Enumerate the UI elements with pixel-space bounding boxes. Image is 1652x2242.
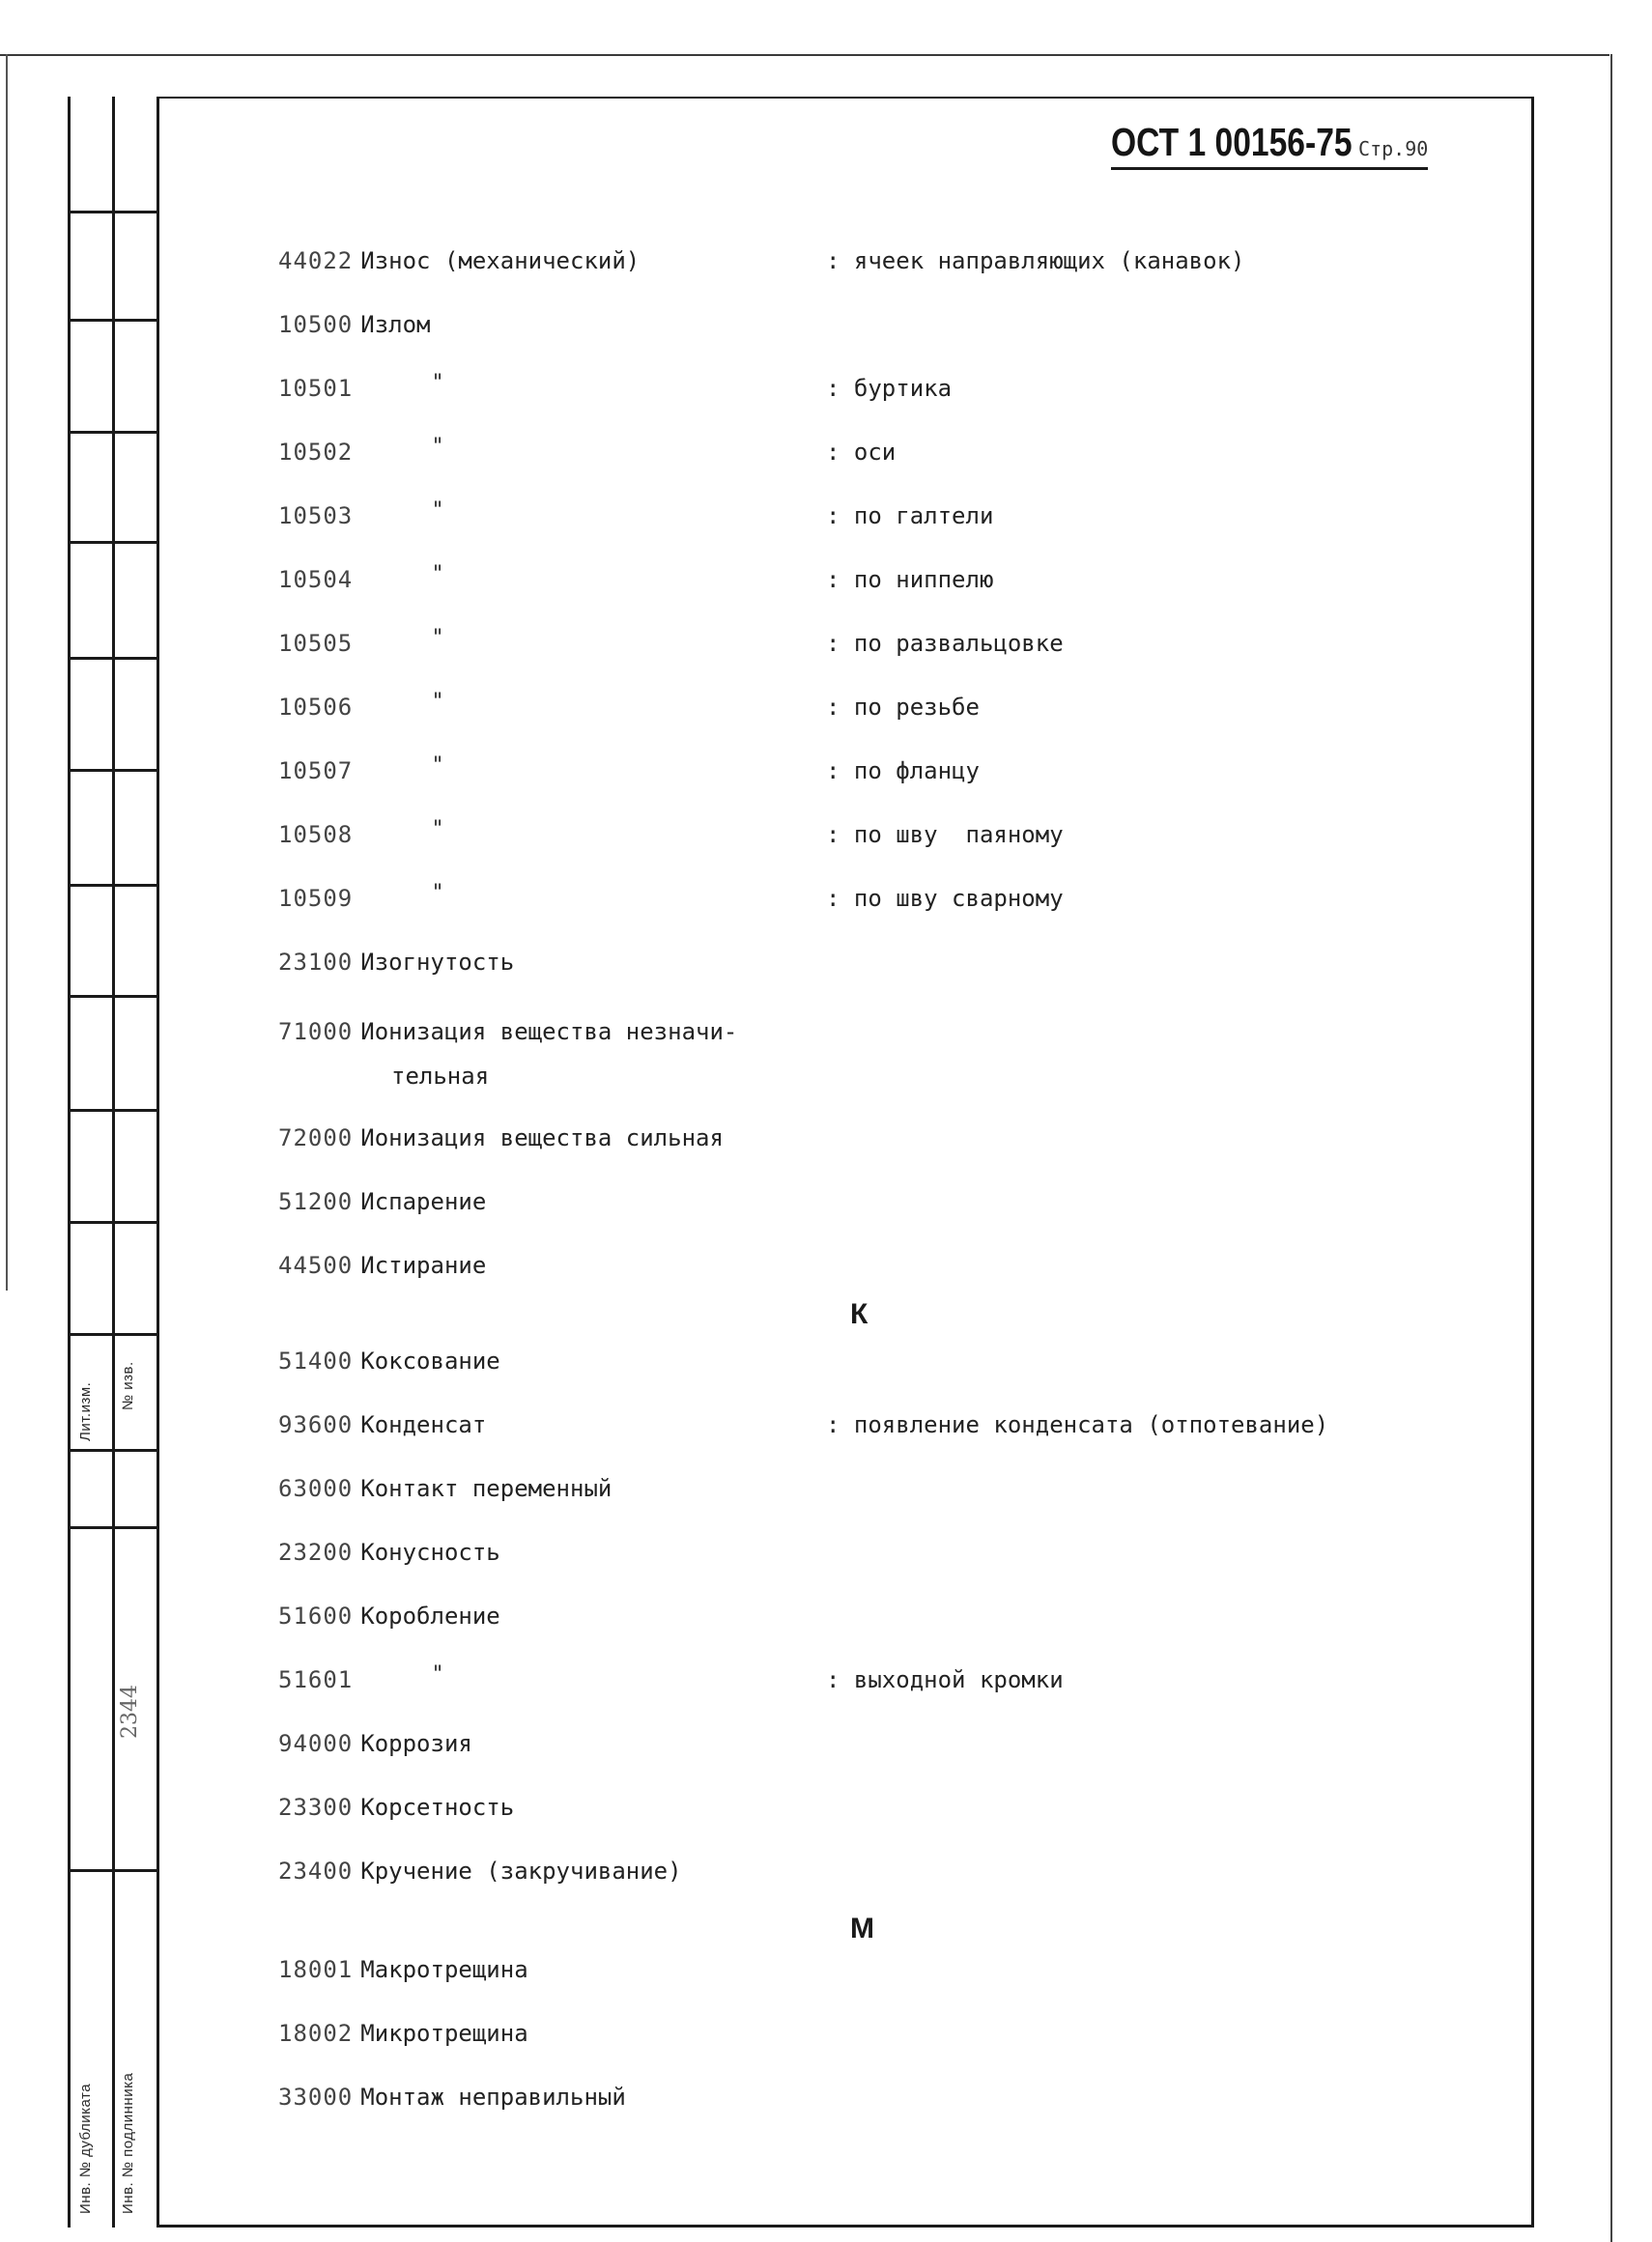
entry-term: Микротрещина <box>360 2020 528 2047</box>
list-item <box>278 626 443 657</box>
entry-code: 23200 <box>278 1539 354 1566</box>
list-item <box>278 1858 682 1885</box>
entry-qualifier: : ячеек направляющих (канавок) <box>826 247 1245 274</box>
entry-code: 51601 <box>278 1666 354 1693</box>
margin-cell-line <box>68 995 157 998</box>
list-item <box>278 1252 486 1279</box>
list-item <box>278 1348 500 1375</box>
entry-term: Макротрещина <box>360 1956 528 1983</box>
ditto-mark: " <box>433 817 443 841</box>
entry-code: 33000 <box>278 2084 354 2111</box>
entry-code: 10503 <box>278 502 354 529</box>
ditto-mark: " <box>433 498 443 523</box>
entry-code: 18002 <box>278 2020 354 2047</box>
list-item <box>278 1794 514 1821</box>
entry-code: 23300 <box>278 1794 354 1821</box>
entry-term: Испарение <box>360 1188 487 1215</box>
entry-code: 10507 <box>278 757 354 784</box>
entry-term: Монтаж неправильный <box>360 2084 626 2111</box>
entry-code: 10501 <box>278 375 354 402</box>
ditto-mark: " <box>433 371 443 395</box>
list-item <box>278 1956 528 1983</box>
entry-code: 51600 <box>278 1603 354 1630</box>
entry-qualifier: : оси <box>826 439 897 466</box>
entry-code: 51200 <box>278 1188 354 1215</box>
margin-cell-line <box>68 1109 157 1112</box>
entry-qualifier: : появление конденсата (отпотевание) <box>826 1411 1329 1438</box>
entry-term: Коксование <box>360 1348 500 1375</box>
entry-term: Истирание <box>360 1252 487 1279</box>
margin-cell-line <box>68 319 157 322</box>
ditto-mark: " <box>433 753 443 778</box>
entry-term: Ионизация вещества незначи- <box>360 1018 738 1045</box>
ditto-mark: " <box>433 690 443 714</box>
entry-term-continuation: тельная <box>391 1063 490 1090</box>
margin-cell-line <box>68 657 157 660</box>
entry-qualifier: : по шву сварному <box>826 885 1064 912</box>
ditto-mark: " <box>433 562 443 586</box>
entry-code: 23100 <box>278 949 354 976</box>
list-item <box>278 1603 500 1630</box>
entry-term: Кручение (закручивание) <box>360 1858 682 1885</box>
list-item <box>278 753 443 784</box>
margin-cell-line <box>68 1333 157 1336</box>
margin-label-inv-dubl: Инв. № дубликата <box>77 2083 94 2214</box>
page-number: Стр.90 <box>1358 137 1429 160</box>
entry-qualifier: : по шву паяному <box>826 821 1064 848</box>
entry-code: 10505 <box>278 630 354 657</box>
page-header <box>1111 120 1428 170</box>
margin-label-lit-izm: Лит.изм. <box>77 1381 94 1441</box>
margin-cell-line <box>68 1221 157 1224</box>
list-item <box>278 817 443 848</box>
entry-term: Ионизация вещества сильная <box>360 1124 724 1151</box>
margin-cell-line <box>68 541 157 544</box>
ditto-mark: " <box>433 435 443 459</box>
entry-code: 10506 <box>278 694 354 721</box>
margin-cell-line <box>68 211 157 213</box>
outer-right-line <box>1610 54 1612 2242</box>
list-item <box>278 371 443 402</box>
entry-qualifier: : по ниппелю <box>826 566 994 593</box>
entry-term: Изогнутость <box>360 949 515 976</box>
list-item <box>278 1018 737 1045</box>
list-item <box>278 498 443 529</box>
inv-number: 2344 <box>118 1685 142 1739</box>
list-item <box>278 1662 443 1693</box>
list-item <box>278 1411 486 1438</box>
entry-code: 63000 <box>278 1475 354 1502</box>
entry-term: Контакт переменный <box>360 1475 612 1502</box>
entry-qualifier: : по фланцу <box>826 757 980 784</box>
entry-code: 18001 <box>278 1956 354 1983</box>
margin-cell-line <box>68 431 157 434</box>
list-item <box>278 690 443 721</box>
outer-top-line <box>0 54 1609 56</box>
entry-term: Излом <box>360 311 431 338</box>
entry-term: Конусность <box>360 1539 500 1566</box>
document-code: ОСТ 1 00156-75 <box>1111 120 1353 164</box>
entry-code: 44500 <box>278 1252 354 1279</box>
margin-strip-inner <box>112 97 115 2228</box>
margin-cell-line <box>68 1449 157 1452</box>
margin-label-inv-podl: Инв. № подлинника <box>120 2072 136 2214</box>
entry-term: Корсетность <box>360 1794 515 1821</box>
ditto-mark: " <box>433 626 443 650</box>
list-item <box>278 247 640 274</box>
list-item <box>278 435 443 466</box>
list-item <box>278 881 443 912</box>
list-item <box>278 2020 528 2047</box>
list-item <box>278 1188 486 1215</box>
section-letter-m: М <box>850 1913 874 1944</box>
entry-code: 93600 <box>278 1411 354 1438</box>
entry-term: Коробление <box>360 1603 500 1630</box>
margin-cell-line <box>68 769 157 772</box>
entry-code: 23400 <box>278 1858 354 1885</box>
section-letter-k: К <box>850 1298 869 1330</box>
entry-code: 10508 <box>278 821 354 848</box>
list-item <box>278 562 443 593</box>
ditto-mark: " <box>433 881 443 905</box>
page-frame <box>157 97 1534 2228</box>
margin-cell-line <box>68 1526 157 1529</box>
margin-cell-line <box>68 884 157 887</box>
margin-cell-line <box>68 1869 157 1872</box>
entry-qualifier: : по галтели <box>826 502 994 529</box>
list-item <box>278 311 431 338</box>
margin-strip-outer <box>68 97 71 2228</box>
entry-qualifier: : по развальцовке <box>826 630 1064 657</box>
entry-code: 51400 <box>278 1348 354 1375</box>
list-item <box>278 2084 626 2111</box>
entry-term: Коррозия <box>360 1730 472 1757</box>
entry-qualifier: : выходной кромки <box>826 1666 1064 1693</box>
entry-qualifier: : по резьбе <box>826 694 980 721</box>
entry-code: 10500 <box>278 311 354 338</box>
entry-term: Конденсат <box>360 1411 487 1438</box>
entry-term: Износ (механический) <box>360 247 641 274</box>
margin-label-no-izv: № изв. <box>120 1361 136 1410</box>
entry-code: 10504 <box>278 566 354 593</box>
ditto-mark: " <box>433 1662 443 1687</box>
list-item <box>278 1730 472 1757</box>
list-item <box>278 1475 612 1502</box>
entry-code: 44022 <box>278 247 354 274</box>
entry-qualifier: : буртика <box>826 375 953 402</box>
entry-code: 72000 <box>278 1124 354 1151</box>
list-item <box>278 1124 724 1151</box>
entry-code: 94000 <box>278 1730 354 1757</box>
list-item <box>278 949 514 976</box>
entry-code: 10509 <box>278 885 354 912</box>
outer-left-line <box>6 54 8 1291</box>
entry-code: 71000 <box>278 1018 354 1045</box>
list-item <box>278 1539 500 1566</box>
entry-code: 10502 <box>278 439 354 466</box>
